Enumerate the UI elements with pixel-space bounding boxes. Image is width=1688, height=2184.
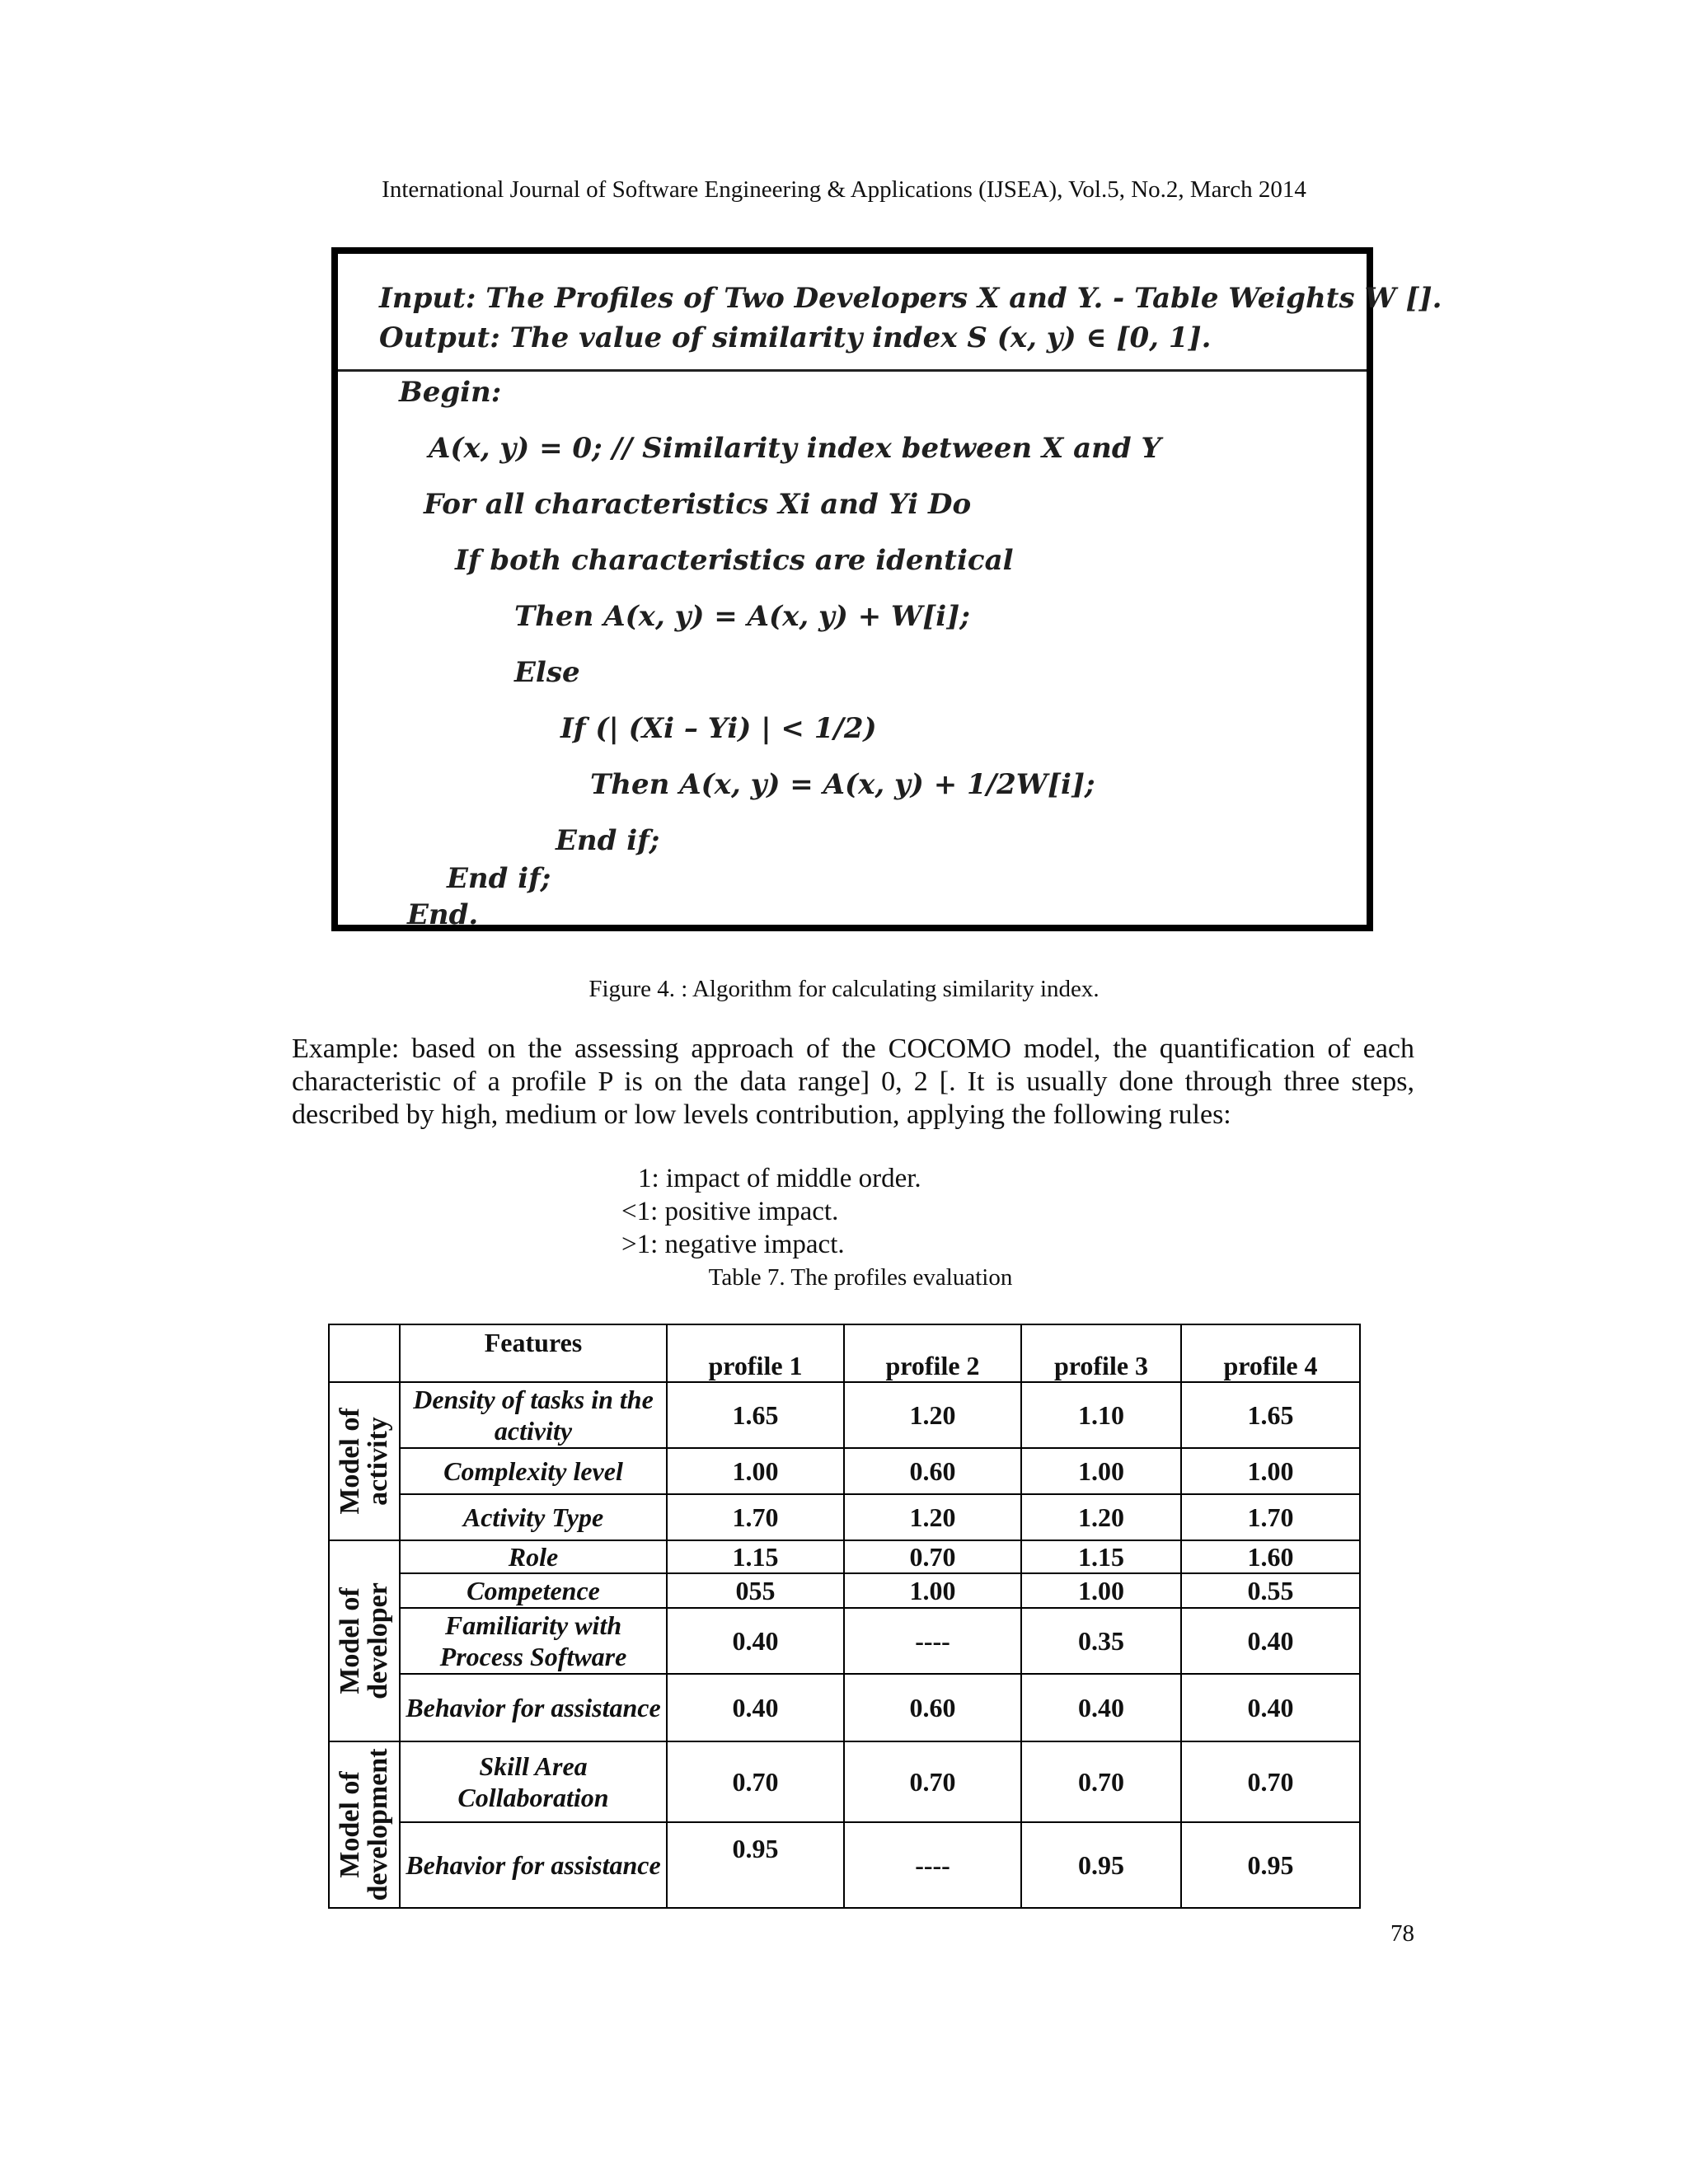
value-cell: 0.60 xyxy=(844,1448,1021,1494)
value-cell: 1.00 xyxy=(1021,1448,1181,1494)
value-cell: 0.70 xyxy=(844,1540,1021,1573)
value-cell: 0.40 xyxy=(667,1608,844,1674)
header-profile-4: profile 4 xyxy=(1181,1324,1360,1382)
feature-cell: Skill Area Collaboration xyxy=(400,1741,667,1822)
figure-caption: Figure 4. : Algorithm for calculating similarity index. xyxy=(588,976,1100,1002)
value-cell: 0.60 xyxy=(844,1674,1021,1741)
value-cell: 0.70 xyxy=(667,1741,844,1822)
value-cell: 1.00 xyxy=(1181,1448,1360,1494)
algorithm-input: Input: The Profiles of Two Developers X and Y. - Table Weights W []. xyxy=(379,282,1442,315)
group-label-line: Model of xyxy=(335,1587,365,1694)
empty-corner-cell xyxy=(329,1324,400,1382)
algorithm-line: End if; xyxy=(556,824,660,857)
algorithm-line: If (| (Xi – Yi) | < 1/2) xyxy=(560,712,877,745)
group-label-developer xyxy=(329,1540,400,1741)
feature-cell: Complexity level xyxy=(400,1448,667,1494)
value-cell: 1.65 xyxy=(667,1382,844,1448)
value-cell: 1.20 xyxy=(844,1494,1021,1540)
table-caption: Table 7. The profiles evaluation xyxy=(708,1264,1013,1291)
group-label-line: development xyxy=(363,1748,393,1901)
value-cell: 1.70 xyxy=(667,1494,844,1540)
value-cell: 0.95 xyxy=(1181,1822,1360,1908)
value-cell: 1.20 xyxy=(1021,1494,1181,1540)
algorithm-line: End. xyxy=(407,898,479,931)
group-label-line: activity xyxy=(363,1417,393,1506)
feature-cell: Competence xyxy=(400,1573,667,1608)
feature-cell: Role xyxy=(400,1540,667,1573)
table-header-row xyxy=(329,1324,1360,1382)
group-label-development xyxy=(329,1741,400,1908)
header-profile-1: profile 1 xyxy=(667,1324,844,1382)
body-paragraph: Example: based on the assessing approach of the COCOMO model, the quantification of each characteristic of a profile P is on the data range] 0, 2 [. It is usually done through three steps, described by high, medium or low levels contribution, applying the following rules: xyxy=(292,1033,1414,1130)
value-cell: 0.35 xyxy=(1021,1608,1181,1674)
table-row xyxy=(329,1741,1360,1822)
table-row xyxy=(329,1608,1360,1674)
group-label-line: Model of xyxy=(335,1408,365,1515)
algorithm-io-section xyxy=(338,254,1442,372)
value-cell: 1.15 xyxy=(1021,1540,1181,1573)
value-cell: 1.00 xyxy=(667,1448,844,1494)
value-cell: 1.00 xyxy=(1021,1573,1181,1608)
feature-cell: Behavior for assistance xyxy=(400,1822,667,1908)
value-cell: 0.70 xyxy=(844,1741,1021,1822)
table-row xyxy=(329,1573,1360,1608)
table-row xyxy=(329,1674,1360,1741)
value-cell: 0.40 xyxy=(1181,1608,1360,1674)
value-cell: 1.00 xyxy=(844,1573,1021,1608)
rule-item: >1: negative impact. xyxy=(621,1230,845,1259)
rule-item: <1: positive impact. xyxy=(621,1197,839,1226)
value-cell: 0.70 xyxy=(1021,1741,1181,1822)
value-cell: 1.15 xyxy=(667,1540,844,1573)
algorithm-line: A(x, y) = 0; // Similarity index between X and Y xyxy=(429,432,1161,465)
feature-cell: Familiarity with Process Software xyxy=(400,1608,667,1674)
value-cell: ---- xyxy=(844,1822,1021,1908)
value-cell: 1.65 xyxy=(1181,1382,1360,1448)
algorithm-figure xyxy=(331,247,1442,931)
value-cell: 1.10 xyxy=(1021,1382,1181,1448)
value-cell: ---- xyxy=(844,1608,1021,1674)
value-cell: 0.95 xyxy=(1021,1822,1181,1908)
header-profile-3: profile 3 xyxy=(1021,1324,1181,1382)
value-cell: 1.20 xyxy=(844,1382,1021,1448)
feature-cell: Activity Type xyxy=(400,1494,667,1540)
value-cell: 0.55 xyxy=(1181,1573,1360,1608)
table-row xyxy=(329,1540,1360,1573)
value-cell: 0.95 xyxy=(667,1822,844,1908)
algorithm-output: Output: The value of similarity index S (x, y) ∈ [0, 1]. xyxy=(379,321,1212,354)
table-row xyxy=(329,1822,1360,1908)
header-features: Features xyxy=(400,1324,667,1382)
value-cell: 0.40 xyxy=(667,1674,844,1741)
journal-header: International Journal of Software Engineering & Applications (IJSEA), Vol.5, No.2, March 2014 xyxy=(382,176,1306,203)
algorithm-line: If both characteristics are identical xyxy=(455,544,1014,577)
value-cell: 0.70 xyxy=(1181,1741,1360,1822)
algorithm-line: End if; xyxy=(447,862,551,895)
group-label-line: Model of xyxy=(335,1771,365,1878)
value-cell: 055 xyxy=(667,1573,844,1608)
group-label-activity xyxy=(329,1382,400,1540)
table-row xyxy=(329,1382,1360,1448)
profiles-evaluation-table xyxy=(328,1324,1361,1909)
group-label-line: developer xyxy=(363,1582,393,1699)
algorithm-line: Then A(x, y) = A(x, y) + W[i]; xyxy=(514,600,970,633)
algorithm-line: For all characteristics Xi and Yi Do xyxy=(424,488,972,521)
algorithm-line: Then A(x, y) = A(x, y) + 1/2W[i]; xyxy=(590,768,1095,801)
value-cell: 1.70 xyxy=(1181,1494,1360,1540)
table-row xyxy=(329,1448,1360,1494)
value-cell: 1.60 xyxy=(1181,1540,1360,1573)
feature-cell: Behavior for assistance xyxy=(400,1674,667,1741)
value-cell: 0.40 xyxy=(1021,1674,1181,1741)
rule-item: 1: impact of middle order. xyxy=(638,1164,921,1193)
feature-cell: Density of tasks in the activity xyxy=(400,1382,667,1448)
value-cell: 0.40 xyxy=(1181,1674,1360,1741)
algorithm-line: Else xyxy=(514,656,580,689)
algorithm-line: Begin: xyxy=(399,376,502,409)
header-profile-2: profile 2 xyxy=(844,1324,1021,1382)
page-number: 78 xyxy=(1390,1920,1414,1947)
table-row xyxy=(329,1494,1360,1540)
